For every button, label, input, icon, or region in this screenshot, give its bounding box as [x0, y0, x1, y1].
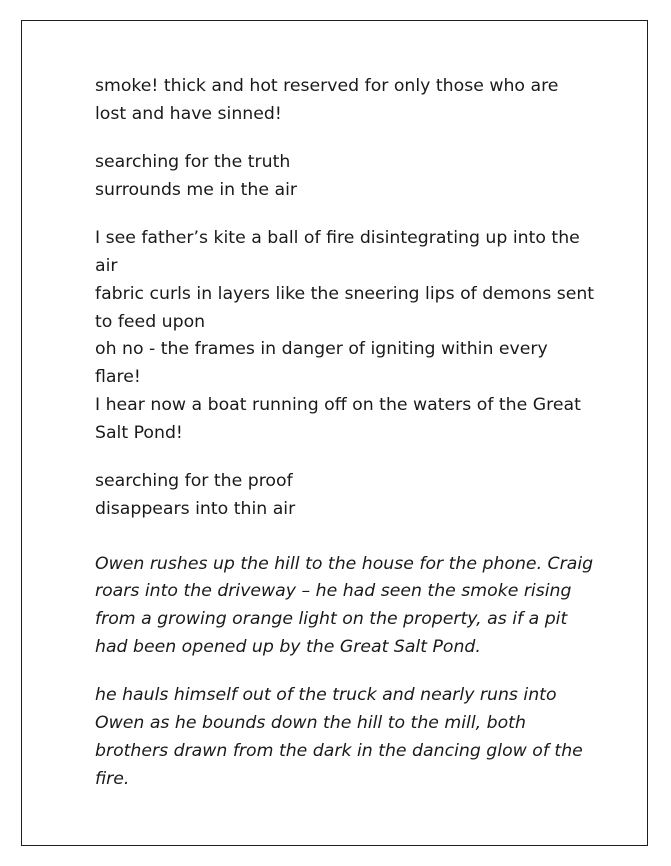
poem-line: searching for the truth [95, 152, 291, 173]
prose-paragraph-2: he hauls himself out of the truck and nearly runs into Owen as he bounds down the hill to the mill, both brothers drawn from the dark in the dancing glow of the fire. [95, 685, 583, 789]
poem-line: I hear now a boat running off on the waters of the Great Salt Pond! [95, 394, 581, 443]
poem-stanza-4 [95, 468, 595, 524]
poem-line: searching for the proof [95, 471, 293, 492]
poem-line: surrounds me in the air [95, 179, 297, 200]
poem-stanza-2 [95, 149, 595, 205]
poem-line: oh no - the frames in danger of igniting within every flare! [95, 339, 548, 388]
poem-line: disappears into thin air [95, 498, 296, 519]
page-content [95, 73, 595, 814]
poem-line: I see father’s kite a ball of fire disintegrating up into the air [95, 228, 580, 276]
poem-line: smoke! thick and hot reserved for only those who are lost and have sinned! [95, 76, 559, 124]
poem-stanza-3 [95, 225, 595, 447]
poem-stanza-1 [95, 73, 595, 129]
prose-paragraph-1: Owen rushes up the hill to the house for the phone. Craig roars into the driveway – he had seen the smoke rising from a growing orange light on the property, as if a pit had been opened up by the Great Salt Pond. [95, 553, 594, 658]
poem-line: fabric curls in layers like the sneering lips of demons sent to feed upon [95, 283, 595, 332]
